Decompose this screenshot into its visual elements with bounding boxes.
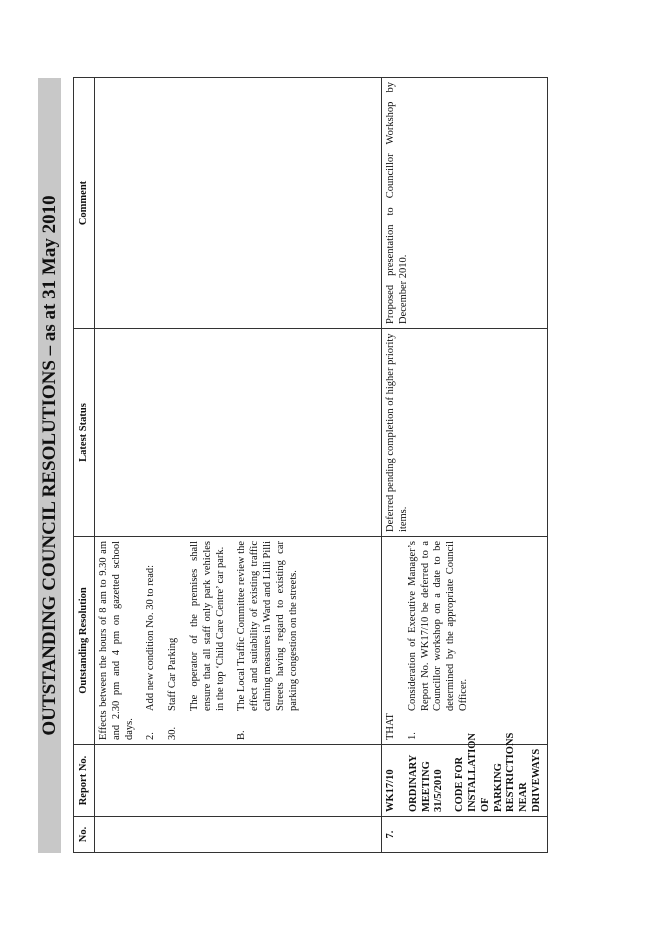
item-number: 2. (145, 732, 157, 740)
report-ref: WK17/10 (385, 769, 396, 812)
rotated-page (38, 78, 542, 853)
table-row (382, 78, 548, 853)
resolution-item-1 (407, 541, 471, 740)
report-topic: CODE FOR INSTALLATION OF PARKING RESTRICTIONS NEAR DRIVEWAYS (454, 732, 542, 812)
item-text: Add new condition No. 30 to read: (145, 564, 157, 711)
row1-resolution-cell (95, 537, 382, 745)
item-text: Staff Car Parking (167, 637, 179, 711)
header-resolution: Outstanding Resolution (74, 537, 95, 745)
page-title: OUTSTANDING COUNCIL RESOLUTIONS – as at 31 May 2010 (39, 195, 60, 736)
item-number: B. (236, 730, 248, 740)
header-report: Report No. (74, 745, 95, 817)
operator-text: The operator of the premises shall ensure that all staff only park vehicles in the top ‘Child Care Centre’ car park. (188, 541, 226, 711)
row2-resolution-cell (382, 537, 548, 745)
item-text: The Local Traffic Committee review the effect and suitability of existing traffic calming measures in Ward and Lilli Pilli Streets having regard to existing car parking congestion on the streets. (236, 541, 299, 711)
header-no: No. (74, 817, 95, 853)
comment-text: Proposed presentation to Councillor Workshop by December 2010. (385, 82, 409, 324)
item-number: 30. (167, 726, 179, 740)
row2-status-cell (382, 329, 548, 537)
status-text: Deferred pending completion of higher priority items. (385, 333, 409, 532)
item-number: 1. (406, 732, 418, 740)
resolutions-table (73, 77, 548, 853)
header-row (74, 78, 95, 853)
resolution-item-2 (145, 541, 158, 740)
row2-report-cell (382, 732, 548, 817)
item-text: Consideration of Executive Manager’s Report No. WK17/10 be deferred to a Councillor workshop on a date to be determined by the appropriate Council Officer. (406, 541, 469, 711)
row1-no-cell (95, 817, 382, 853)
that-label: THAT (385, 713, 396, 740)
row1-report-cell (95, 745, 382, 817)
effects-text: Effects between the hours of 8 am to 9.30 am and 2.30 pm and 4 pm on gazetted school days. (98, 541, 135, 740)
row-number: 7. (382, 817, 548, 853)
resolution-item-30 (167, 541, 180, 740)
table-row (95, 78, 382, 853)
row2-comment-cell (382, 78, 548, 329)
meeting-label: ORDINARY MEETING 31/5/2010 (407, 755, 445, 812)
header-comment: Comment (74, 78, 95, 329)
row1-comment-cell (95, 78, 382, 329)
row1-status-cell (95, 329, 382, 537)
resolution-item-b (236, 541, 300, 740)
header-status: Latest Status (74, 329, 95, 537)
